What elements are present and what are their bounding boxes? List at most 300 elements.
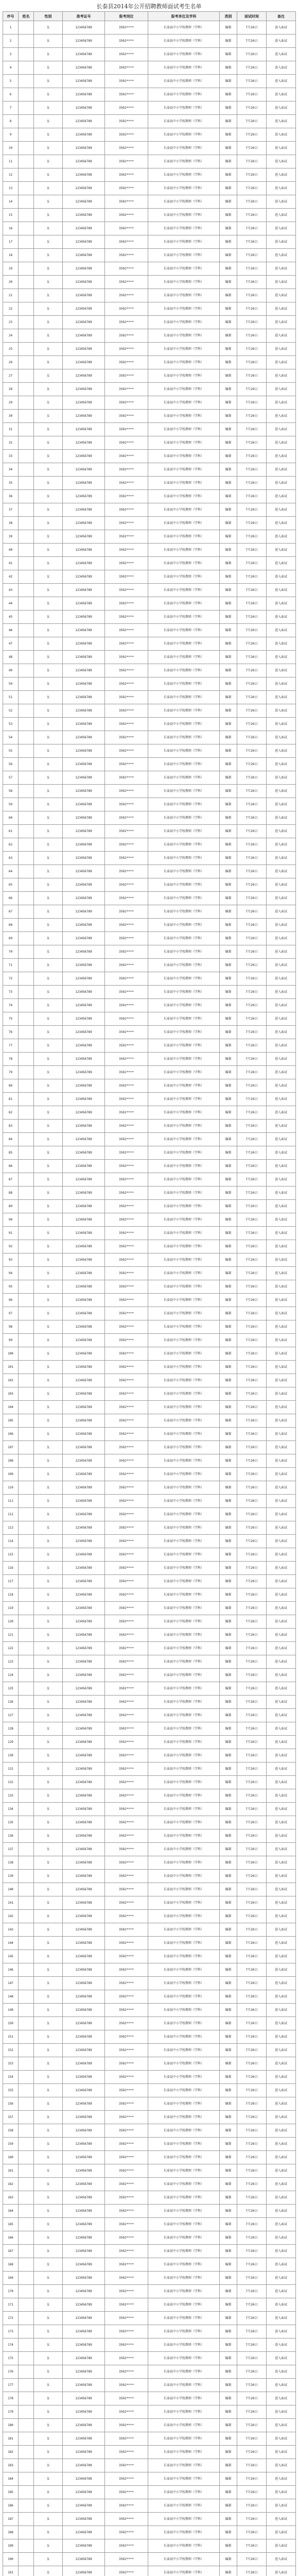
gender-cell: 女 — [34, 2178, 63, 2191]
exam-number-cell: 123456789 — [63, 2405, 105, 2419]
time-cell: 7月26日 — [237, 597, 267, 611]
time-cell: 7月26日 — [237, 1642, 267, 1655]
gender-cell: 女 — [34, 1454, 63, 1468]
name-cell — [19, 1602, 34, 1615]
unit-cell: 长泰县中小学校教师（学科） — [148, 2338, 220, 2352]
table-row — [3, 115, 296, 128]
table-row — [3, 1428, 296, 1441]
index-cell: 162 — [3, 2178, 19, 2191]
time-cell: 7月26日 — [237, 1227, 267, 1240]
category-cell: 编制 — [220, 1387, 237, 1401]
note-cell: 进入面试 — [267, 1401, 296, 1414]
table-row — [3, 2553, 296, 2566]
table-row — [3, 865, 296, 878]
post-code-cell: 3502**** — [105, 677, 148, 691]
name-cell — [19, 1923, 34, 1937]
index-cell: 140 — [3, 1883, 19, 1896]
category-cell: 编制 — [220, 691, 237, 704]
table-row — [3, 771, 296, 785]
gender-cell: 女 — [34, 758, 63, 771]
unit-cell: 长泰县中小学校教师（学科） — [148, 369, 220, 383]
table-row — [3, 182, 296, 195]
table-row — [3, 2432, 296, 2446]
gender-cell: 女 — [34, 597, 63, 611]
post-code-cell: 3502**** — [105, 597, 148, 611]
gender-cell: 女 — [34, 2044, 63, 2057]
index-cell: 98 — [3, 1320, 19, 1334]
name-cell — [19, 852, 34, 865]
category-cell: 编制 — [220, 235, 237, 249]
table-row — [3, 959, 296, 972]
exam-number-cell: 123456789 — [63, 2272, 105, 2285]
index-cell: 114 — [3, 1535, 19, 1548]
post-code-cell: 3502**** — [105, 584, 148, 597]
unit-cell: 长泰县中小学校教师（学科） — [148, 128, 220, 142]
unit-cell: 长泰县中小学校教师（学科） — [148, 2419, 220, 2432]
gender-cell: 女 — [34, 2298, 63, 2312]
note-cell: 进入面试 — [267, 2352, 296, 2365]
note-cell: 进入面试 — [267, 919, 296, 932]
table-row — [3, 1253, 296, 1267]
table-row — [3, 2379, 296, 2392]
table-row — [3, 1053, 296, 1066]
name-cell — [19, 1870, 34, 1883]
note-cell: 进入面试 — [267, 2539, 296, 2553]
exam-number-cell: 123456789 — [63, 945, 105, 959]
unit-cell: 长泰县中小学校教师（学科） — [148, 1387, 220, 1401]
gender-cell: 女 — [34, 249, 63, 262]
unit-cell: 长泰县中小学校教师（学科） — [148, 718, 220, 731]
table-row — [3, 1079, 296, 1093]
unit-cell: 长泰县中小学校教师（学科） — [148, 544, 220, 557]
index-cell: 47 — [3, 637, 19, 651]
time-cell: 7月26日 — [237, 2044, 267, 2057]
unit-cell: 长泰县中小学校教师（学科） — [148, 1843, 220, 1856]
post-code-cell: 3502**** — [105, 1454, 148, 1468]
category-cell: 编制 — [220, 557, 237, 570]
category-cell: 编制 — [220, 2298, 237, 2312]
name-cell — [19, 1200, 34, 1213]
note-cell: 进入面试 — [267, 477, 296, 490]
time-cell: 7月26日 — [237, 1106, 267, 1120]
time-cell: 7月26日 — [237, 1789, 267, 1803]
name-cell — [19, 168, 34, 182]
name-cell — [19, 1896, 34, 1910]
table-row — [3, 2499, 296, 2513]
index-cell: 32 — [3, 436, 19, 450]
exam-number-cell: 123456789 — [63, 2338, 105, 2352]
index-cell: 119 — [3, 1602, 19, 1615]
note-cell: 进入面试 — [267, 852, 296, 865]
category-cell: 编制 — [220, 1066, 237, 1079]
table-row — [3, 1910, 296, 1923]
name-cell — [19, 1762, 34, 1776]
gender-cell: 女 — [34, 1428, 63, 1441]
post-code-cell: 3502**** — [105, 544, 148, 557]
gender-cell: 女 — [34, 1950, 63, 1963]
category-cell: 编制 — [220, 1294, 237, 1307]
table-row — [3, 2124, 296, 2138]
post-code-cell: 3502**** — [105, 2446, 148, 2459]
post-code-cell: 3502**** — [105, 785, 148, 798]
index-cell: 60 — [3, 811, 19, 825]
unit-cell: 长泰县中小学校教师（学科） — [148, 1883, 220, 1896]
index-cell: 28 — [3, 383, 19, 396]
category-cell: 编制 — [220, 1575, 237, 1588]
time-cell: 7月26日 — [237, 2285, 267, 2298]
post-code-cell: 3502**** — [105, 115, 148, 128]
category-cell: 编制 — [220, 1428, 237, 1441]
note-cell: 进入面试 — [267, 490, 296, 503]
name-cell — [19, 1347, 34, 1361]
time-cell: 7月26日 — [237, 2111, 267, 2124]
table-row — [3, 517, 296, 530]
gender-cell: 女 — [34, 1602, 63, 1615]
exam-number-cell: 123456789 — [63, 1173, 105, 1187]
unit-cell: 长泰县中小学校教师（学科） — [148, 1347, 220, 1361]
name-cell — [19, 2513, 34, 2526]
index-cell: 69 — [3, 932, 19, 945]
unit-cell: 长泰县中小学校教师（学科） — [148, 2124, 220, 2138]
time-cell: 7月26日 — [237, 798, 267, 811]
gender-cell: 女 — [34, 1066, 63, 1079]
gender-cell: 女 — [34, 2071, 63, 2084]
unit-cell: 长泰县中小学校教师（学科） — [148, 2459, 220, 2472]
category-cell: 编制 — [220, 316, 237, 329]
unit-cell: 长泰县中小学校教师（学科） — [148, 2325, 220, 2338]
index-cell: 17 — [3, 235, 19, 249]
category-cell: 编制 — [220, 1722, 237, 1736]
time-cell: 7月26日 — [237, 1709, 267, 1722]
category-cell: 编制 — [220, 1468, 237, 1481]
category-cell: 编制 — [220, 825, 237, 838]
unit-cell: 长泰县中小学校教师（学科） — [148, 182, 220, 195]
gender-cell: 女 — [34, 744, 63, 758]
table-row — [3, 1146, 296, 1160]
index-cell: 182 — [3, 2446, 19, 2459]
name-cell — [19, 691, 34, 704]
name-cell — [19, 1039, 34, 1053]
note-cell: 进入面试 — [267, 1066, 296, 1079]
index-cell: 40 — [3, 544, 19, 557]
table-row — [3, 999, 296, 1012]
post-code-cell: 3502**** — [105, 825, 148, 838]
category-cell: 编制 — [220, 2030, 237, 2044]
name-cell — [19, 1669, 34, 1682]
category-cell: 编制 — [220, 2312, 237, 2325]
note-cell: 进入面试 — [267, 2057, 296, 2071]
category-cell: 编制 — [220, 1588, 237, 1602]
post-code-cell: 3502**** — [105, 1655, 148, 1669]
note-cell: 进入面试 — [267, 771, 296, 785]
post-code-cell: 3502**** — [105, 383, 148, 396]
name-cell — [19, 2258, 34, 2272]
gender-cell: 女 — [34, 1535, 63, 1548]
exam-number-cell: 123456789 — [63, 811, 105, 825]
note-cell: 进入面试 — [267, 2312, 296, 2325]
note-cell: 进入面试 — [267, 838, 296, 852]
time-cell: 7月26日 — [237, 704, 267, 718]
exam-number-cell: 123456789 — [63, 1294, 105, 1307]
index-cell: 185 — [3, 2486, 19, 2499]
index-cell: 81 — [3, 1093, 19, 1106]
table-row — [3, 1334, 296, 1347]
category-cell: 编制 — [220, 986, 237, 999]
note-cell: 进入面试 — [267, 677, 296, 691]
unit-cell: 长泰县中小学校教师（学科） — [148, 1977, 220, 1990]
table-row — [3, 276, 296, 289]
name-cell — [19, 1521, 34, 1535]
unit-cell: 长泰县中小学校教师（学科） — [148, 691, 220, 704]
name-cell — [19, 999, 34, 1012]
index-cell: 46 — [3, 624, 19, 637]
exam-number-cell: 123456789 — [63, 1508, 105, 1521]
note-cell: 进入面试 — [267, 75, 296, 88]
name-cell — [19, 1535, 34, 1548]
note-cell: 进入面试 — [267, 1120, 296, 1133]
gender-cell: 女 — [34, 1280, 63, 1294]
exam-number-cell: 123456789 — [63, 209, 105, 222]
post-code-cell: 3502**** — [105, 2205, 148, 2218]
unit-cell: 长泰县中小学校教师（学科） — [148, 289, 220, 302]
post-code-cell: 3502**** — [105, 2338, 148, 2352]
index-cell: 79 — [3, 1066, 19, 1079]
header-cell: 性别 — [34, 12, 63, 21]
category-cell: 编制 — [220, 2124, 237, 2138]
gender-cell: 女 — [34, 2459, 63, 2472]
unit-cell: 长泰县中小学校教师（学科） — [148, 316, 220, 329]
time-cell: 7月26日 — [237, 1428, 267, 1441]
unit-cell: 长泰县中小学校教师（学科） — [148, 744, 220, 758]
note-cell: 进入面试 — [267, 1133, 296, 1146]
gender-cell: 女 — [34, 2017, 63, 2030]
table-row — [3, 1588, 296, 1602]
exam-number-cell: 123456789 — [63, 517, 105, 530]
time-cell: 7月26日 — [237, 1441, 267, 1454]
unit-cell: 长泰县中小学校教师（学科） — [148, 1575, 220, 1588]
post-code-cell: 3502**** — [105, 1428, 148, 1441]
note-cell: 进入面试 — [267, 2017, 296, 2030]
unit-cell: 长泰县中小学校教师（学科） — [148, 276, 220, 289]
gender-cell: 女 — [34, 2258, 63, 2272]
note-cell: 进入面试 — [267, 2392, 296, 2405]
table-row — [3, 1990, 296, 2004]
post-code-cell: 3502**** — [105, 195, 148, 209]
gender-cell: 女 — [34, 878, 63, 892]
unit-cell: 长泰县中小学校教师（学科） — [148, 919, 220, 932]
gender-cell: 女 — [34, 1843, 63, 1856]
gender-cell: 女 — [34, 1361, 63, 1374]
time-cell: 7月26日 — [237, 1361, 267, 1374]
table-row — [3, 1642, 296, 1655]
gender-cell: 女 — [34, 731, 63, 744]
gender-cell: 女 — [34, 2338, 63, 2352]
time-cell: 7月26日 — [237, 2071, 267, 2084]
time-cell: 7月26日 — [237, 1280, 267, 1294]
post-code-cell: 3502**** — [105, 1495, 148, 1508]
name-cell — [19, 1508, 34, 1521]
time-cell: 7月26日 — [237, 195, 267, 209]
gender-cell: 女 — [34, 932, 63, 945]
name-cell — [19, 2553, 34, 2566]
unit-cell: 长泰县中小学校教师（学科） — [148, 396, 220, 410]
exam-number-cell: 123456789 — [63, 1320, 105, 1334]
note-cell: 进入面试 — [267, 1374, 296, 1387]
exam-number-cell: 123456789 — [63, 1066, 105, 1079]
index-cell: 26 — [3, 356, 19, 369]
note-cell: 进入面试 — [267, 1307, 296, 1320]
post-code-cell: 3502**** — [105, 262, 148, 276]
note-cell: 进入面试 — [267, 195, 296, 209]
gender-cell: 女 — [34, 222, 63, 235]
index-cell: 88 — [3, 1187, 19, 1200]
exam-number-cell: 123456789 — [63, 2486, 105, 2499]
category-cell: 编制 — [220, 1870, 237, 1883]
index-cell: 20 — [3, 276, 19, 289]
table-row — [3, 664, 296, 677]
category-cell: 编制 — [220, 2352, 237, 2365]
time-cell: 7月26日 — [237, 1762, 267, 1776]
post-code-cell: 3502**** — [105, 758, 148, 771]
unit-cell: 长泰县中小学校教师（学科） — [148, 972, 220, 986]
table-row — [3, 1374, 296, 1387]
category-cell: 编制 — [220, 758, 237, 771]
table-row — [3, 570, 296, 584]
category-cell: 编制 — [220, 1977, 237, 1990]
unit-cell: 长泰县中小学校教师（学科） — [148, 450, 220, 463]
category-cell: 编制 — [220, 517, 237, 530]
gender-cell: 女 — [34, 1588, 63, 1602]
category-cell: 编制 — [220, 1307, 237, 1320]
table-row — [3, 1937, 296, 1950]
name-cell — [19, 503, 34, 517]
time-cell: 7月26日 — [237, 1012, 267, 1026]
table-row — [3, 1682, 296, 1696]
post-code-cell: 3502**** — [105, 477, 148, 490]
category-cell: 编制 — [220, 718, 237, 731]
index-cell: 135 — [3, 1816, 19, 1829]
exam-number-cell: 123456789 — [63, 343, 105, 356]
gender-cell: 女 — [34, 410, 63, 423]
unit-cell: 长泰县中小学校教师（学科） — [148, 1079, 220, 1093]
category-cell: 编制 — [220, 61, 237, 75]
category-cell: 编制 — [220, 1267, 237, 1280]
exam-number-cell: 123456789 — [63, 1762, 105, 1776]
post-code-cell: 3502**** — [105, 1361, 148, 1374]
post-code-cell: 3502**** — [105, 1682, 148, 1696]
table-row — [3, 691, 296, 704]
note-cell: 进入面试 — [267, 1334, 296, 1347]
exam-number-cell: 123456789 — [63, 2472, 105, 2486]
unit-cell: 长泰县中小学校教师（学科） — [148, 503, 220, 517]
exam-number-cell: 123456789 — [63, 2004, 105, 2017]
exam-number-cell: 123456789 — [63, 691, 105, 704]
gender-cell: 女 — [34, 637, 63, 651]
category-cell: 编制 — [220, 1602, 237, 1615]
table-row — [3, 1173, 296, 1187]
name-cell — [19, 838, 34, 852]
exam-number-cell: 123456789 — [63, 798, 105, 811]
time-cell: 7月26日 — [237, 691, 267, 704]
note-cell: 进入面试 — [267, 718, 296, 731]
index-cell: 143 — [3, 1923, 19, 1937]
gender-cell: 女 — [34, 1696, 63, 1709]
post-code-cell: 3502**** — [105, 1387, 148, 1401]
unit-cell: 长泰县中小学校教师（学科） — [148, 2365, 220, 2379]
category-cell: 编制 — [220, 2365, 237, 2379]
note-cell: 进入面试 — [267, 1843, 296, 1856]
unit-cell: 长泰县中小学校教师（学科） — [148, 1629, 220, 1642]
category-cell: 编制 — [220, 1789, 237, 1803]
table-row — [3, 597, 296, 611]
unit-cell: 长泰县中小学校教师（学科） — [148, 1481, 220, 1495]
note-cell: 进入面试 — [267, 2526, 296, 2539]
post-code-cell: 3502**** — [105, 1253, 148, 1267]
index-cell: 139 — [3, 1870, 19, 1883]
note-cell: 进入面试 — [267, 2566, 296, 2576]
exam-number-cell: 123456789 — [63, 1655, 105, 1669]
table-row — [3, 1280, 296, 1294]
index-cell: 166 — [3, 2231, 19, 2245]
category-cell: 编制 — [220, 1253, 237, 1267]
index-cell: 72 — [3, 972, 19, 986]
index-cell: 94 — [3, 1267, 19, 1280]
table-row — [3, 1508, 296, 1521]
name-cell — [19, 611, 34, 624]
category-cell: 编制 — [220, 1160, 237, 1173]
table-row — [3, 677, 296, 691]
post-code-cell: 3502**** — [105, 1937, 148, 1950]
time-cell: 7月26日 — [237, 1187, 267, 1200]
exam-number-cell: 123456789 — [63, 1749, 105, 1762]
category-cell: 编制 — [220, 959, 237, 972]
note-cell: 进入面试 — [267, 356, 296, 369]
note-cell: 进入面试 — [267, 1535, 296, 1548]
name-cell — [19, 463, 34, 477]
post-code-cell: 3502**** — [105, 1294, 148, 1307]
category-cell: 编制 — [220, 182, 237, 195]
post-code-cell: 3502**** — [105, 691, 148, 704]
gender-cell: 女 — [34, 1736, 63, 1749]
gender-cell: 女 — [34, 1963, 63, 1977]
time-cell: 7月26日 — [237, 811, 267, 825]
exam-number-cell: 123456789 — [63, 2124, 105, 2138]
name-cell — [19, 1615, 34, 1629]
category-cell: 编制 — [220, 463, 237, 477]
unit-cell: 长泰县中小学校教师（学科） — [148, 1240, 220, 1253]
time-cell: 7月26日 — [237, 1481, 267, 1495]
unit-cell: 长泰县中小学校教师（学科） — [148, 2553, 220, 2566]
table-row — [3, 35, 296, 48]
time-cell: 7月26日 — [237, 2030, 267, 2044]
name-cell — [19, 972, 34, 986]
name-cell — [19, 182, 34, 195]
unit-cell: 长泰县中小学校教师（学科） — [148, 1361, 220, 1374]
time-cell: 7月26日 — [237, 1468, 267, 1481]
category-cell: 编制 — [220, 2151, 237, 2164]
category-cell: 编制 — [220, 1829, 237, 1843]
category-cell: 编制 — [220, 2379, 237, 2392]
unit-cell: 长泰县中小学校教师（学科） — [148, 343, 220, 356]
gender-cell: 女 — [34, 61, 63, 75]
unit-cell: 长泰县中小学校教师（学科） — [148, 1253, 220, 1267]
name-cell — [19, 61, 34, 75]
name-cell — [19, 195, 34, 209]
table-header-row — [3, 12, 296, 21]
name-cell — [19, 142, 34, 155]
table-row — [3, 1762, 296, 1776]
gender-cell: 女 — [34, 1910, 63, 1923]
